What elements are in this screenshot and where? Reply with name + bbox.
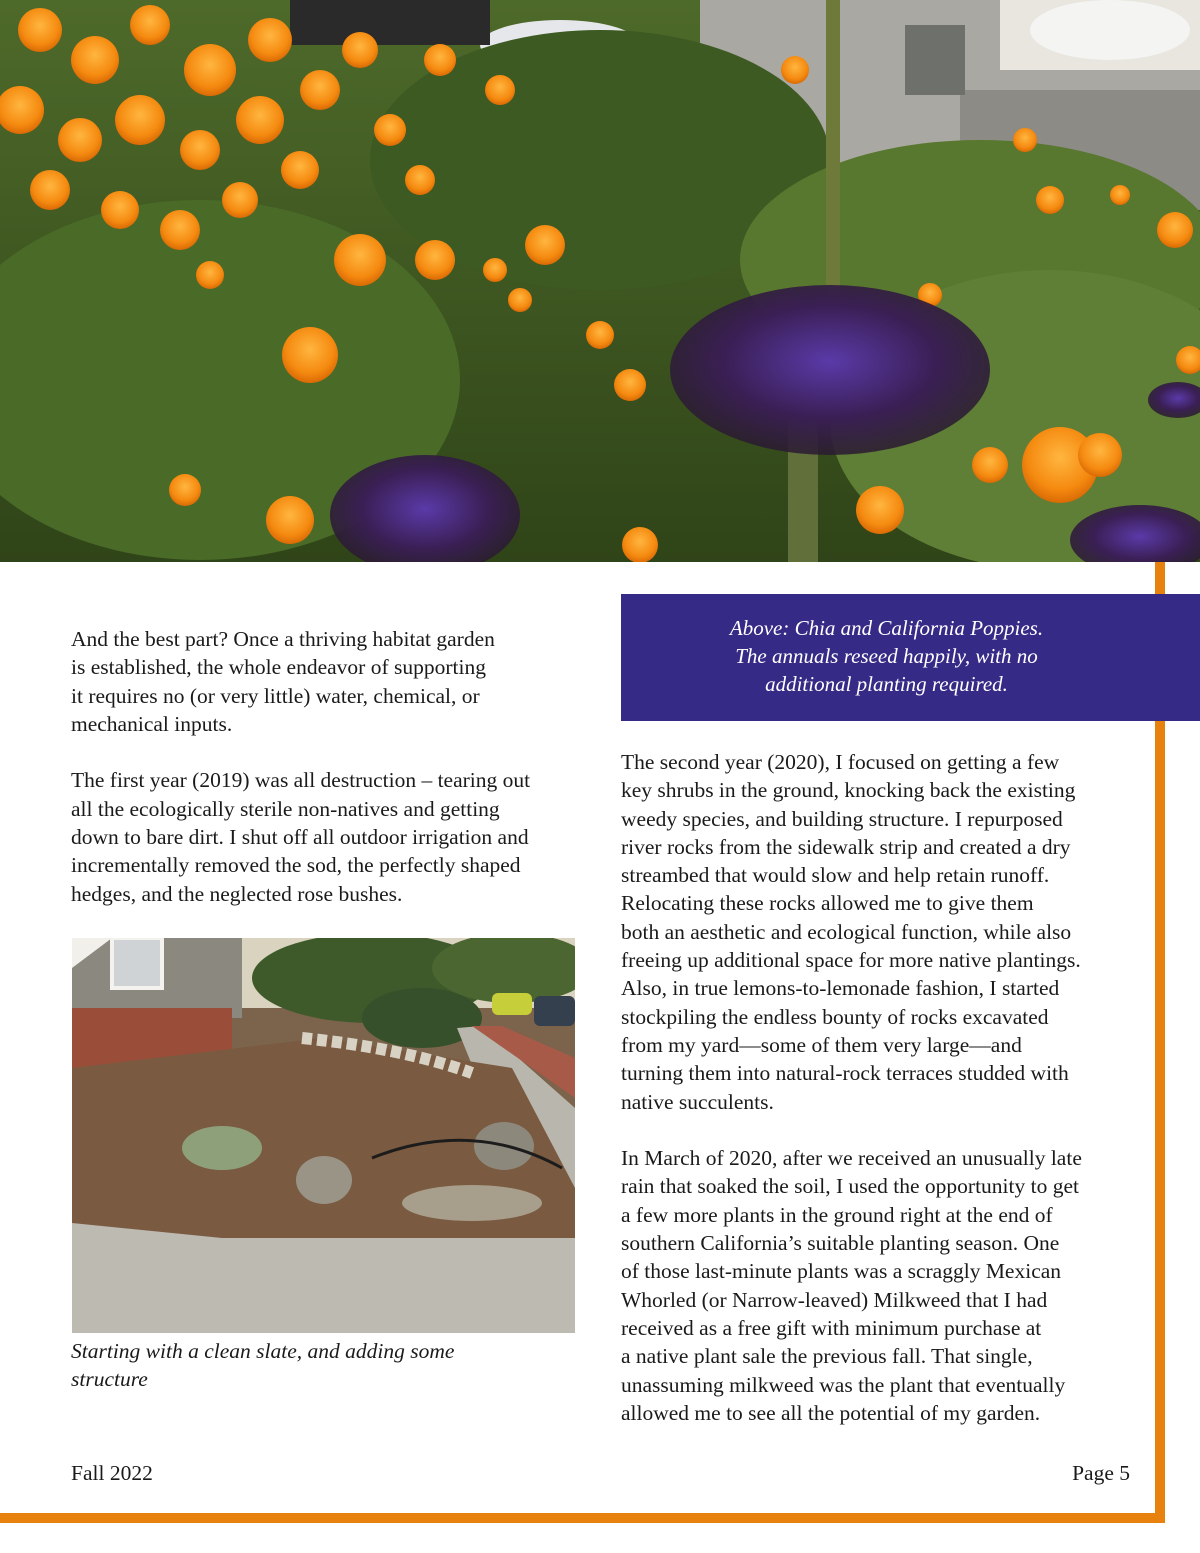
text-line: of those last-minute plants was a scraggly Mexican xyxy=(621,1259,1062,1284)
footer-page-number: Page 5 xyxy=(1072,1461,1130,1485)
text-line: key shrubs in the ground, knocking back the existing xyxy=(621,778,1076,803)
text-line: stockpiling the endless bounty of rocks excavated xyxy=(621,1004,1049,1029)
text-line: hedges, and the neglected rose bushes. xyxy=(71,881,403,906)
text-line: received as a free gift with minimum purchase at xyxy=(621,1315,1042,1340)
text-line: a few more plants in the ground right at the end of xyxy=(621,1202,1053,1227)
text-line: southern California’s suitable planting season. One xyxy=(621,1231,1060,1256)
text-line: turning them into natural-rock terraces studded with xyxy=(621,1061,1069,1086)
text-line: streambed that would slow and help retain runoff. xyxy=(621,863,1050,888)
caption-line: structure xyxy=(71,1367,148,1392)
text-line: from my yard—some of them very large—and xyxy=(621,1032,1022,1057)
caption-line: Above: Chia and California Poppies. xyxy=(729,616,1044,640)
text-line: weedy species, and building structure. I repurposed xyxy=(621,806,1063,831)
caption-line: The annuals reseed happily, with no xyxy=(735,644,1038,668)
text-line: both an aesthetic and ecological function, while also xyxy=(621,919,1072,944)
garden-clean-slate-photo xyxy=(72,938,575,1333)
text-line: The second year (2020), I focused on getting a few xyxy=(621,750,1060,774)
caption-line: additional planting required. xyxy=(765,672,1008,696)
text-line: rain that soaked the soil, I used the opportunity to get xyxy=(621,1174,1079,1199)
text-line: native succulents. xyxy=(621,1089,774,1114)
left-column xyxy=(71,625,581,936)
photo-caption xyxy=(71,1337,571,1394)
accent-rule-horizontal xyxy=(0,1513,1165,1523)
text-line: The first year (2019) was all destruction – tearing out xyxy=(71,768,531,793)
text-line: is established, the whole endeavor of supporting xyxy=(71,655,486,680)
footer-season: Fall 2022 xyxy=(71,1461,153,1485)
right-column xyxy=(621,748,1133,1455)
text-line: freeing up additional space for more native plantings. xyxy=(621,948,1081,973)
hero-caption-box xyxy=(621,594,1200,721)
text-line: And the best part? Once a thriving habitat garden xyxy=(71,627,495,651)
text-line: Whorled (or Narrow-leaved) Milkweed that I had xyxy=(621,1287,1048,1312)
text-line: it requires no (or very little) water, chemical, or xyxy=(71,683,480,708)
text-line: all the ecologically sterile non-natives and getting xyxy=(71,796,500,821)
text-line: unassuming milkweed was the plant that eventually xyxy=(621,1372,1066,1397)
text-line: Also, in true lemons-to-lemonade fashion, I started xyxy=(621,976,1060,1001)
text-line: Relocating these rocks allowed me to give them xyxy=(621,891,1034,916)
text-line: mechanical inputs. xyxy=(71,711,233,736)
paragraph xyxy=(621,748,1133,1116)
hero-photo-chia-poppies xyxy=(0,0,1200,562)
text-line: allowed me to see all the potential of my garden. xyxy=(621,1400,1041,1425)
text-line: In March of 2020, after we received an unusually late xyxy=(621,1146,1082,1171)
text-line: down to bare dirt. I shut off all outdoor irrigation and xyxy=(71,825,529,850)
text-line: incrementally removed the sod, the perfectly shaped xyxy=(71,853,521,878)
text-line: a native plant sale the previous fall. That single, xyxy=(621,1344,1033,1369)
paragraph xyxy=(621,1144,1133,1427)
text-line: river rocks from the sidewalk strip and created a dry xyxy=(621,834,1071,859)
paragraph xyxy=(71,766,581,907)
paragraph xyxy=(71,625,581,738)
caption-line: Starting with a clean slate, and adding some xyxy=(71,1339,455,1363)
